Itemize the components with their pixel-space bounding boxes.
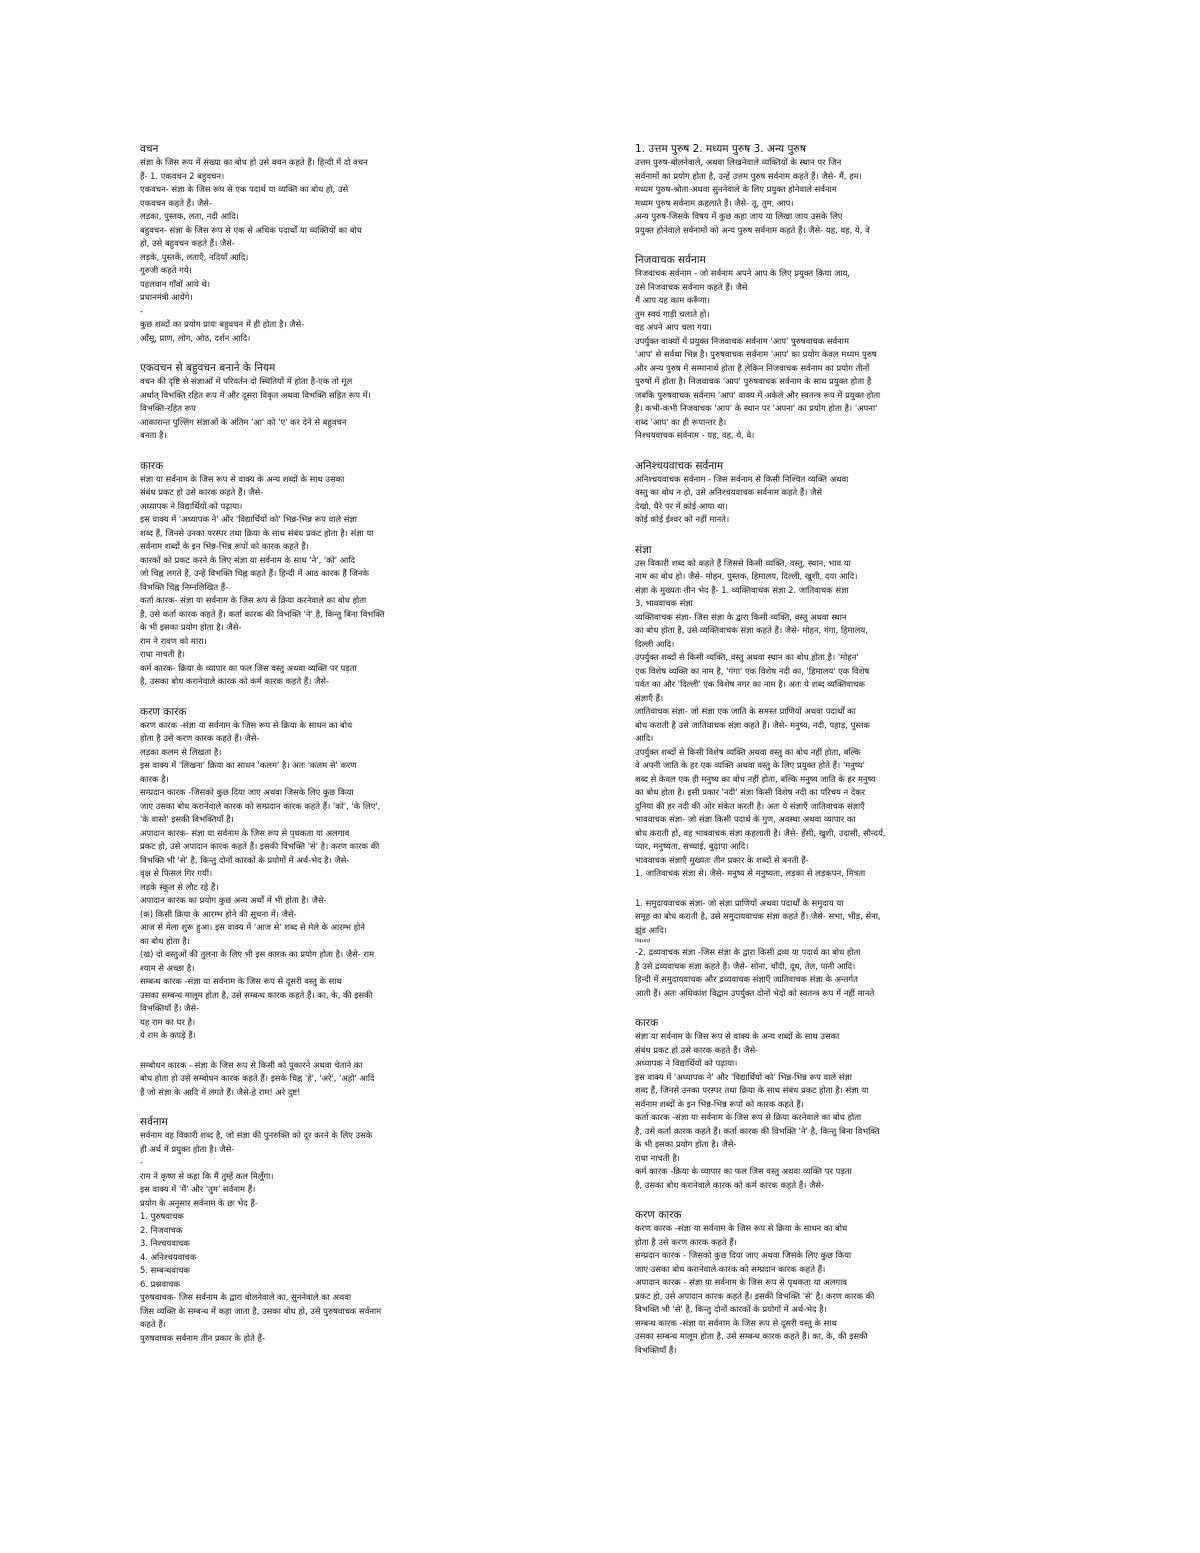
- text-line: पुरुषवाचक सर्वनाम तीन प्रकार के होते हैं-: [140, 1332, 265, 1343]
- text-line: संबंध प्रकट हो उसे कारक कहते हैं। जैसे-: [635, 1044, 759, 1055]
- text-line: सम्प्रदान कारक - जिसको कुछ दिया जाए अथवा जिसके लिए कुछ किया: [635, 1250, 852, 1260]
- text-block: [635, 1208, 935, 1357]
- text-line: बोध कराती हो, वह भाववाचक संज्ञा कहलाती है। जैसे- हँसी, खुशी, उदासी, सौन्दर्य,: [635, 827, 886, 838]
- text-line: 1. समुदायवाचक संज्ञा- जो संज्ञा प्राणियों अथवा पदार्थों के समुदाय या: [635, 897, 844, 908]
- text-line: कारकों को प्रकट करने के लिए संज्ञा या सर्वनाम के साथ 'ने', 'को' आदि: [140, 554, 355, 565]
- text-line: संज्ञा या सर्वनाम के जिस रूप से वाक्य के अन्य शब्दों के साथ उसका: [635, 1031, 840, 1041]
- text-line: के भी इसका प्रयोग होता है। जैसे-: [635, 1139, 737, 1149]
- text-line: प्रयुक्त होनेवाले सर्वनामों को अन्य पुरुष सर्वनाम कहते हैं। जैसे- यह, वह, ये, वे: [635, 224, 870, 235]
- text-line: अध्यापक ने विद्यार्थियों को पढ़ाया।: [635, 1058, 738, 1068]
- text-line: अनिश्चयवाचक सर्वनाम - जिस सर्वनाम से किसी निश्चित व्यक्ति अथवा: [635, 473, 849, 484]
- text-line: -: [140, 1157, 144, 1167]
- text-line: बोध कराती है उसे जातिवाचक संज्ञा कहते हैं। जैसे- मनुष्य, नदी, पहाड़, पुस्तक: [635, 719, 870, 730]
- section-heading: एकवचन से बहुवचन बनाने के नियम: [140, 362, 276, 374]
- text-line: राम ने रावण को मारा।: [140, 635, 207, 646]
- text-line: वह अपने आप चला गया।: [635, 322, 712, 332]
- text-line: 2. निजवाचक: [140, 1224, 183, 1235]
- text-line: आती हैं। अतः अधिकांश विद्वान उपर्युक्त दोनों भेदों को स्वतन्त्र रूप में नहीं मानते: [635, 987, 875, 998]
- text-line: कर्ता कारक- संज्ञा या सर्वनाम के जिस रूप से क्रिया करनेवाले का बोध होता: [140, 595, 367, 605]
- text-line: होता है उसे करण कारक कहते हैं। जैसे-: [140, 733, 260, 743]
- section-heading: वचन: [140, 143, 159, 155]
- text-line: कोई कोई ईश्वर को नहीं मानते।: [635, 514, 730, 524]
- text-line: आँसू, प्राण, लोग, ओठ, दर्शन आदि।: [140, 332, 251, 343]
- text-line: नाम का बोध हो। जैसे- मोहन, पुस्तक, हिमालय, दिल्ली, खुशी, दया आदि।: [635, 571, 858, 581]
- text-line: 3. निश्चयवाचक: [140, 1238, 190, 1248]
- text-line: शब्द से केवल एक ही मनुष्य का बोध नहीं होता, बल्कि मनुष्य जाति के हर मनुष्य: [635, 773, 876, 784]
- text-line: अपादान कारक- संज्ञा या सर्वनाम के जिस रूप से पृथकता या अलगाव: [140, 827, 350, 838]
- text-line: उसका सम्बन्ध मालूम होता है, उसे सम्बन्ध कारक कहते हैं। का, के, की इसकी: [635, 1331, 868, 1341]
- text-line: -: [140, 305, 144, 316]
- text-line: उत्तम पुरुष-बोलनेवाले, अथवा लिखनेवाले व्यक्तियों के स्थान पर जिन: [635, 157, 842, 167]
- text-line: सम्प्रदान कारक -जिसको कुछ दिया जाए अथवा जिसके लिए कुछ किया: [140, 787, 354, 797]
- text-block: [140, 1115, 565, 1345]
- text-line: अर्थात् विभक्ति रहित रूप में और दूसरा विकृत अथवा विभक्ति सहित रूप में।: [140, 389, 371, 400]
- text-line: करण कारक -संज्ञा या सर्वनाम के जिस रूप से क्रिया के साधन का बोध: [140, 719, 353, 730]
- section-heading: कारक: [635, 1017, 659, 1029]
- text-line: वृक्ष से फिसल गिर गयीं।: [140, 868, 213, 878]
- text-line: अध्यापक ने विद्यार्थियों को पढ़ाया।: [140, 500, 243, 511]
- text-line: जातिवाचक संज्ञा- जो संज्ञा एक जाति के समस्त प्राणियों अथवा पदार्थों का: [635, 706, 856, 716]
- text-line: दिल्ली आदि।: [635, 638, 675, 649]
- text-line: ये राम के कपड़े हैं।: [140, 1030, 196, 1040]
- text-line: शब्द हैं, जिनसे उनका परस्पर तथा क्रिया के साथ संबंध प्रकट होता है। संज्ञा या: [635, 1085, 869, 1095]
- text-line: का बोध होता है, उसे व्यक्तिवाचक संज्ञा कहते हैं। जैसे- मोहन, गंगा, हिमालय,: [635, 625, 868, 635]
- text-line: का बोध होता है।: [140, 935, 190, 946]
- text-line: संज्ञा या सर्वनाम के जिस रूप से वाक्य के अन्य शब्दों के साथ उसका: [140, 473, 345, 484]
- text-line: 5. सम्बन्धवाचक: [140, 1265, 190, 1275]
- text-line: है, उसे कर्ता कारक कहते हैं। कर्ता कारक की विभक्ति 'ने' है, किन्तु बिना विभक्ति: [635, 1125, 880, 1136]
- text-line: सम्बन्ध कारक -संज्ञा या सर्वनाम के जिस रूप से दूसरी वस्तु के साथ: [635, 1317, 837, 1328]
- text-line: वे अपनी जाति के हर एक व्यक्ति अथवा वस्तु के लिए प्रयुक्त होते हैं। 'मनुष्य': [635, 760, 865, 770]
- text-line: (क) किसी क्रिया के आरम्भ होने की सूचना में। जैसे-: [140, 908, 297, 919]
- text-line: इस वाक्य में 'अध्यापक ने' और 'विद्यार्थियों को' भिन्न-भिन्न रूप वाले संज्ञा: [140, 514, 357, 524]
- section-heading: सर्वनाम: [140, 1116, 168, 1128]
- text-line: हो, उसे बहुवचन कहते हैं। जैसे-: [140, 238, 235, 248]
- text-line: निश्चयवाचक सर्वनाम - यह, वह, ये, वे।: [635, 430, 755, 440]
- text-line: आज से मेला शुरू हुआ। इस वाक्य में 'आज से' शब्द से मेले के आरम्भ होने: [140, 922, 365, 932]
- text-line: आदि।: [635, 733, 654, 743]
- text-line: कर्म कारक- क्रिया के व्यापार का फल जिस वस्तु अथवा व्यक्ति पर पड़ता: [140, 662, 357, 673]
- text-line: लड़का, पुस्तक, लता, नदी आदि।: [140, 211, 239, 221]
- text-line: प्रधानमंत्री आयेंगे।: [140, 292, 193, 302]
- text-line: उसे निजवाचक सर्वनाम कहते हैं। जैसे: [635, 281, 748, 292]
- section-heading: 1. उत्तम पुरुष 2. मध्यम पुरुष 3. अन्य पुरुष: [635, 143, 806, 155]
- text-line: सम्बोधन कारक - संज्ञा के जिस रूप से किसी को पुकारने अथवा चेताने का: [140, 1059, 363, 1070]
- text-line: हिन्दी में समुदायवाचक और द्रव्यवाचक संज्ञाएँ जातिवाचक संज्ञा के अन्तर्गत: [635, 974, 858, 984]
- section-heading: कारक: [140, 459, 164, 472]
- text-line: पहलवान गाँवों आये थे।: [140, 278, 210, 289]
- text-line: है उसे द्रव्यवाचक संज्ञा कहते हैं। जैसे- सोना, चाँदी, दूध, तेल, पानी आदि।: [635, 960, 856, 971]
- text-block: [635, 1016, 935, 1192]
- text-line: उसका सम्बन्ध मालूम होता है, उसे सम्बन्ध कारक कहते हैं। का, के, की इसकी: [140, 989, 373, 1000]
- text-line: लड़का कलम से लिखता है।: [140, 746, 222, 757]
- text-line: उस विकारी शब्द को कहते हैं जिससे किसी व्यक्ति, वस्तु, स्थान, भाव या: [635, 557, 851, 568]
- text-line: 6. प्रश्नवाचक: [140, 1278, 180, 1289]
- text-line: जाए उसका बोध करानेवाले कारक को सम्प्रदान कारक कहते हैं। 'को', 'के लिए',: [140, 800, 381, 811]
- text-block: [140, 142, 565, 345]
- text-line: एक विशेष व्यक्ति का नाम है, 'गंगा' एक विशेष नदी का, 'हिमालय' एक विशेष: [635, 665, 870, 676]
- text-line: हैं जो संज्ञा के आदि में लगते हैं। जैसे-हे राम! अरे दुष्ट!: [140, 1086, 301, 1097]
- text-line: मैं आप यह काम करूँगा।: [635, 295, 710, 305]
- text-line: प्रयोग के अनुसार सर्वनाम के छः भेद हैं-: [140, 1197, 258, 1208]
- text-line: के भी इसका प्रयोग होता है। जैसे-: [140, 622, 242, 632]
- text-line: है, उसे कर्ता कारक कहते हैं। कर्ता कारक की विभक्ति 'ने' है, किन्तु बिना विभक्ति: [140, 608, 385, 619]
- text-line: राम ने कृष्ण से कहा कि मैं तुम्हें कल मिलूँगा।: [140, 1170, 274, 1181]
- text-line: अपादान कारक - संज्ञा या सर्वनाम के जिस रूप से पृथकता या अलगाव: [635, 1277, 847, 1287]
- text-line: निजवाचक सर्वनाम - जो सर्वनाम अपने आप के लिए प्रयुक्त किया जाय,: [635, 268, 851, 278]
- text-line: बोध होता हो उसे सम्बोधन कारक कहते हैं। इसके चिह्न 'हे', 'अरे', 'अहो' आदि: [140, 1073, 375, 1083]
- text-line: प्यार, मनुष्यता, सच्चाई, बुढ़ापा आदि।: [635, 841, 749, 851]
- text-line: लड़के स्कूल से लौट रहे हैं।: [140, 881, 219, 892]
- text-line: शब्द 'आप' का ही रूपान्तर है।: [635, 416, 727, 427]
- text-line: कारक है।: [140, 773, 169, 784]
- text-line: विभक्ति भी 'से' है, किन्तु दोनों कारकों के प्रयोगों में अर्थ-भेद है। जैसे-: [140, 854, 350, 865]
- text-line: पुरुषों में होता है। निजवाचक 'आप' पुरुषवाचक सर्वनाम के साथ प्रयुक्त होता है: [635, 376, 872, 386]
- text-line: उपर्युक्त वाक्यों में प्रयुक्त निजवाचक सर्वनाम 'आप' पुरुषवाचक सर्वनाम: [635, 335, 849, 346]
- text-block: [635, 543, 935, 881]
- text-line: प्रकट हो, उसे अपादान कारक कहते हैं। इसकी विभक्ति 'से' है। करण कारक की: [635, 1290, 875, 1301]
- text-line: कर्ता कारक -संज्ञा या सर्वनाम के जिस रूप से क्रिया करनेवाले का बोध होता: [635, 1112, 862, 1122]
- text-line: गुरुजी कहते गये।: [140, 265, 192, 275]
- text-line: सम्बन्ध कारक -संज्ञा या सर्वनाम के जिस रूप से दूसरी वस्तु के साथ: [140, 976, 342, 986]
- section-heading: निजवाचक सर्वनाम: [635, 254, 706, 266]
- section-heading: अनिश्चयवाचक सर्वनाम: [635, 459, 724, 472]
- text-line: भाववाचक संज्ञाएँ मुख्यतः तीन प्रकार के शब्दों से बनती हैं-: [635, 854, 809, 865]
- text-line: 'आप' से सर्वथा भिन्न है। पुरुषवाचक सर्वनाम 'आप' का प्रयोग केवल मध्यम पुरुष: [635, 349, 877, 359]
- text-line: जो चिह्न लगते हैं, उन्हें विभक्ति चिह्न कहते हैं। हिन्दी में आठ कारक हैं जिनके: [140, 568, 369, 578]
- text-line: अन्य पुरुष-जिसके विषय में कुछ कहा जाय या लिखा जाय उसके लिए: [635, 211, 843, 221]
- text-line: विभक्ति-रहित रूप: [140, 403, 196, 413]
- text-line: है, उसका बोध करानेवाले कारक को कर्म कारक कहते हैं। जैसे-: [635, 1179, 824, 1190]
- text-line: वचन की दृष्टि से संज्ञाओं में परिवर्तन दो स्थितियों में होता है-एक तो मूल: [140, 376, 353, 386]
- text-line: कर्म कारक -क्रिया के व्यापार का फल जिस वस्तु अथवा व्यक्ति पर पड़ता: [635, 1166, 852, 1176]
- text-line: राधा नाचती है।: [635, 1152, 680, 1163]
- text-line: इस वाक्य में 'मैं' और 'तुम' सर्वनाम हैं।: [140, 1184, 256, 1194]
- text-line: संज्ञा के जिस रूप में संख्या का बोध हो उसे वचन कहते हैं। हिन्दी में दो वचन: [140, 157, 368, 167]
- text-line: जिस व्यक्ति के सम्बन्ध में कहा जाता है, उसका बोध हो, उसे पुरुषवाचक सर्वनाम: [140, 1305, 382, 1316]
- text-block: [140, 1059, 565, 1100]
- text-line: सर्वनाम शब्दों के इन भिन्न-भिन्न रूपों को कारक कहते हैं।: [635, 1098, 804, 1109]
- text-line: -2. द्रव्यवाचक संज्ञा -जिस संज्ञा के द्वारा किसी द्रव्य या पदार्थ का बोध होता: [635, 947, 861, 957]
- text-line: संज्ञा के मुख्यतः तीन भेद हैं- 1. व्यक्तिवाचक संज्ञा 2. जातिवाचक संज्ञा: [635, 584, 849, 595]
- text-line: हैं- 1. एकवचन 2 बहुवचन।: [140, 170, 225, 181]
- text-line: देखो, घैरे पर में कोई आया था।: [635, 500, 728, 511]
- text-block: [635, 253, 935, 443]
- text-line: विभक्तियाँ हैं। जैसे-: [140, 1003, 200, 1013]
- text-line: (ख) दो वस्तुओं की तुलना के लिए भी इस कारक का प्रयोग होता है। जैसे- राम: [140, 949, 375, 959]
- text-line: liquid: [635, 938, 651, 944]
- text-block: [635, 142, 935, 237]
- text-line: करण कारक -संज्ञा या सर्वनाम के जिस रूप से क्रिया के साधन का बोध: [635, 1223, 848, 1233]
- text-line: आकारान्त पुल्लिंग संज्ञाओं के अंतिम 'आ' को 'ए' कर देने से बहुवचन: [140, 416, 347, 427]
- text-line: सर्वनाम शब्दों के इन भिन्न-भिन्न रूपों को कारक कहते हैं।: [140, 541, 309, 551]
- text-line: विभक्ति भी 'से' है, किन्तु दोनों कारकों के प्रयोगों में अर्थ-भेद है।: [635, 1304, 827, 1314]
- text-line: संज्ञाएँ हैं।: [635, 692, 664, 703]
- text-line: लड़के, पुस्तकें, लताएँ, नदियाँ आदि।: [140, 251, 249, 262]
- section-heading: संज्ञा: [635, 543, 652, 556]
- text-line: और अन्य पुरुष में सम्मानार्थ होता है लेकिन निजवाचक सर्वनाम का प्रयोग तीनों: [635, 362, 870, 373]
- text-line: समूह का बोध कराती है, उसे समुदायवाचक संज्ञा कहते हैं। जैसे- सभा, भीड़, सेना,: [635, 911, 881, 921]
- text-line: एकवचन कहते हैं। जैसे-: [140, 197, 212, 208]
- text-line: श्याम से अच्छा है।: [140, 962, 195, 973]
- text-block: [140, 459, 565, 689]
- text-line: उपर्युक्त शब्दों से किसी विशेष व्यक्ति अथवा वस्तु का बोध नहीं होता, बल्कि: [635, 746, 861, 757]
- text-line: प्रकट हो, उसे अपादान कारक कहते हैं। इसकी विभक्ति 'से' है। करण कारक की: [140, 841, 380, 851]
- text-line: सर्वनामों का प्रयोग होता है, उन्हें उत्तम पुरुष सर्वनाम कहते हैं। जैसे- मैं, हम।: [635, 170, 862, 181]
- text-line: मध्यम पुरुष सर्वनाम कहलाते हैं। जैसे- तू, तुम, आप।: [635, 197, 794, 208]
- text-line: भाववाचक संज्ञा- जो संज्ञा किसी पदार्थ के गुण, अवस्था अथवा व्यापार का: [635, 814, 856, 824]
- text-line: जाए उसका बोध करानेवाले कारक को सम्प्रदान कारक कहते हैं।: [635, 1263, 826, 1274]
- text-line: शब्द हैं, जिनसे उनका परस्पर तथा क्रिया के साथ संबंध प्रकट होता है। संज्ञा या: [140, 527, 374, 538]
- left-column: [140, 142, 565, 1361]
- text-line: है, उसका बोध करानेवाले कारक को कर्म कारक कहते हैं। जैसे-: [140, 676, 329, 686]
- text-block: [140, 361, 565, 443]
- text-block: [140, 705, 565, 1043]
- text-line: है। कभी-कभी निजवाचक 'आप' के स्थान पर 'अपना' का प्रयोग होता है। 'अपना': [635, 403, 878, 413]
- text-line: होता है उसे करण कारक कहते हैं।: [635, 1236, 737, 1247]
- section-heading: करण कारक: [635, 1209, 682, 1221]
- text-line: अपादान कारक का प्रयोग कुछ अन्य अर्थों में भी होता है। जैसे-: [140, 895, 327, 905]
- text-line: जबकि पुरुषवाचक सर्वनाम 'आप' वाक्य में अकेले और स्वतन्त्र रूप में प्रयुक्त होता: [635, 389, 881, 400]
- text-line: झुंड आदि।: [635, 924, 667, 935]
- text-line: का बोध होता है। इसी प्रकार 'नदी' संज्ञा किसी विशेष नदी का परिचय न देकर: [635, 787, 866, 797]
- text-line: विभक्तियाँ हैं।: [635, 1344, 677, 1355]
- text-line: 1. जातिवाचक संज्ञा से। जैसे- मनुष्य से मनुष्यता, लड़का से लड़कपन, मित्रता: [635, 868, 866, 878]
- text-line: पर्वत का और 'दिल्ली' एक विशेष नगर का नाम है। अतः ये शब्द व्यक्तिवाचक: [635, 679, 865, 689]
- text-line: इस वाक्य में 'अध्यापक ने' और 'विद्यार्थियों को' भिन्न-भिन्न रूप वाले संज्ञा: [635, 1071, 852, 1082]
- text-line: कुछ शब्दों का प्रयोग प्रायः बहुवचन में ही होता है। जैसे-: [140, 319, 305, 329]
- text-line: दुनिया की हर नदी की ओर संकेत करती है। अतः ये संज्ञाएँ जातिवाचक संज्ञाएँ: [635, 800, 865, 811]
- text-line: व्यक्तिवाचक संज्ञा- जिस संज्ञा के द्वारा किसी व्यक्ति, वस्तु अथवा स्थान: [635, 611, 847, 622]
- text-line: 1. पुरुषवाचक: [140, 1211, 184, 1221]
- text-line: बनता है।: [140, 430, 167, 440]
- text-line: विभक्ति चिह्न निम्नलिखित हैं-: [140, 581, 229, 592]
- text-line: एकवचन- संज्ञा के जिस रूप से एक पदार्थ या व्यक्ति का बोध हो, उसे: [140, 184, 349, 194]
- text-line: बहुवचन- संज्ञा के जिस रूप से एक से अधिक पदार्थों या व्यक्तियों का बोध: [140, 224, 362, 235]
- text-line: यह राम का घर है।: [140, 1016, 196, 1027]
- text-line: पुरुषवाचक- जिस सर्वनाम के द्वारा बोलनेवाले का, सुननेवाले का अथवा: [140, 1292, 352, 1302]
- section-heading: करण कारक: [140, 705, 187, 718]
- text-block: [635, 459, 935, 527]
- text-line: तुम स्वयं गाड़ी चलाते हो।: [635, 308, 710, 319]
- text-line: वस्तु का बोध न हो, उसे अनिश्चयवाचक सर्वनाम कहते हैं। जैसे: [635, 487, 823, 497]
- text-line: 3. भाववाचक संज्ञा: [635, 598, 693, 608]
- text-block: [635, 897, 935, 1001]
- text-line: 4. अनिश्चयवाचक: [140, 1251, 197, 1262]
- text-line: 'के वास्ते' इसकी विभक्तियाँ हैं।: [140, 814, 234, 824]
- right-column: [635, 142, 935, 1373]
- text-line: इस वाक्य में 'लिखना' क्रिया का साधन 'कलम' है। अतः 'कलम से' करण: [140, 760, 357, 770]
- text-line: कहते हैं।: [140, 1319, 166, 1329]
- text-line: राधा नाचती है।: [140, 649, 185, 659]
- text-line: सर्वनाम वह विकारी शब्द है, जो संज्ञा की पुनरुक्ति को दूर करने के लिए उसके: [140, 1130, 373, 1140]
- text-line: ही अर्थ में प्रयुक्त होता है। जैसे-: [140, 1143, 235, 1154]
- text-line: उपर्युक्त शब्दों से किसी व्यक्ति, वस्तु अथवा स्थान का बोध होता है। 'मोहन': [635, 652, 859, 662]
- text-line: मध्यम पुरुष-श्रोता अथवा सुननेवाले के लिए प्रयुक्त होनेवाले सर्वनाम: [635, 184, 837, 194]
- text-line: संबंध प्रकट हो उसे कारक कहते हैं। जैसे-: [140, 487, 264, 497]
